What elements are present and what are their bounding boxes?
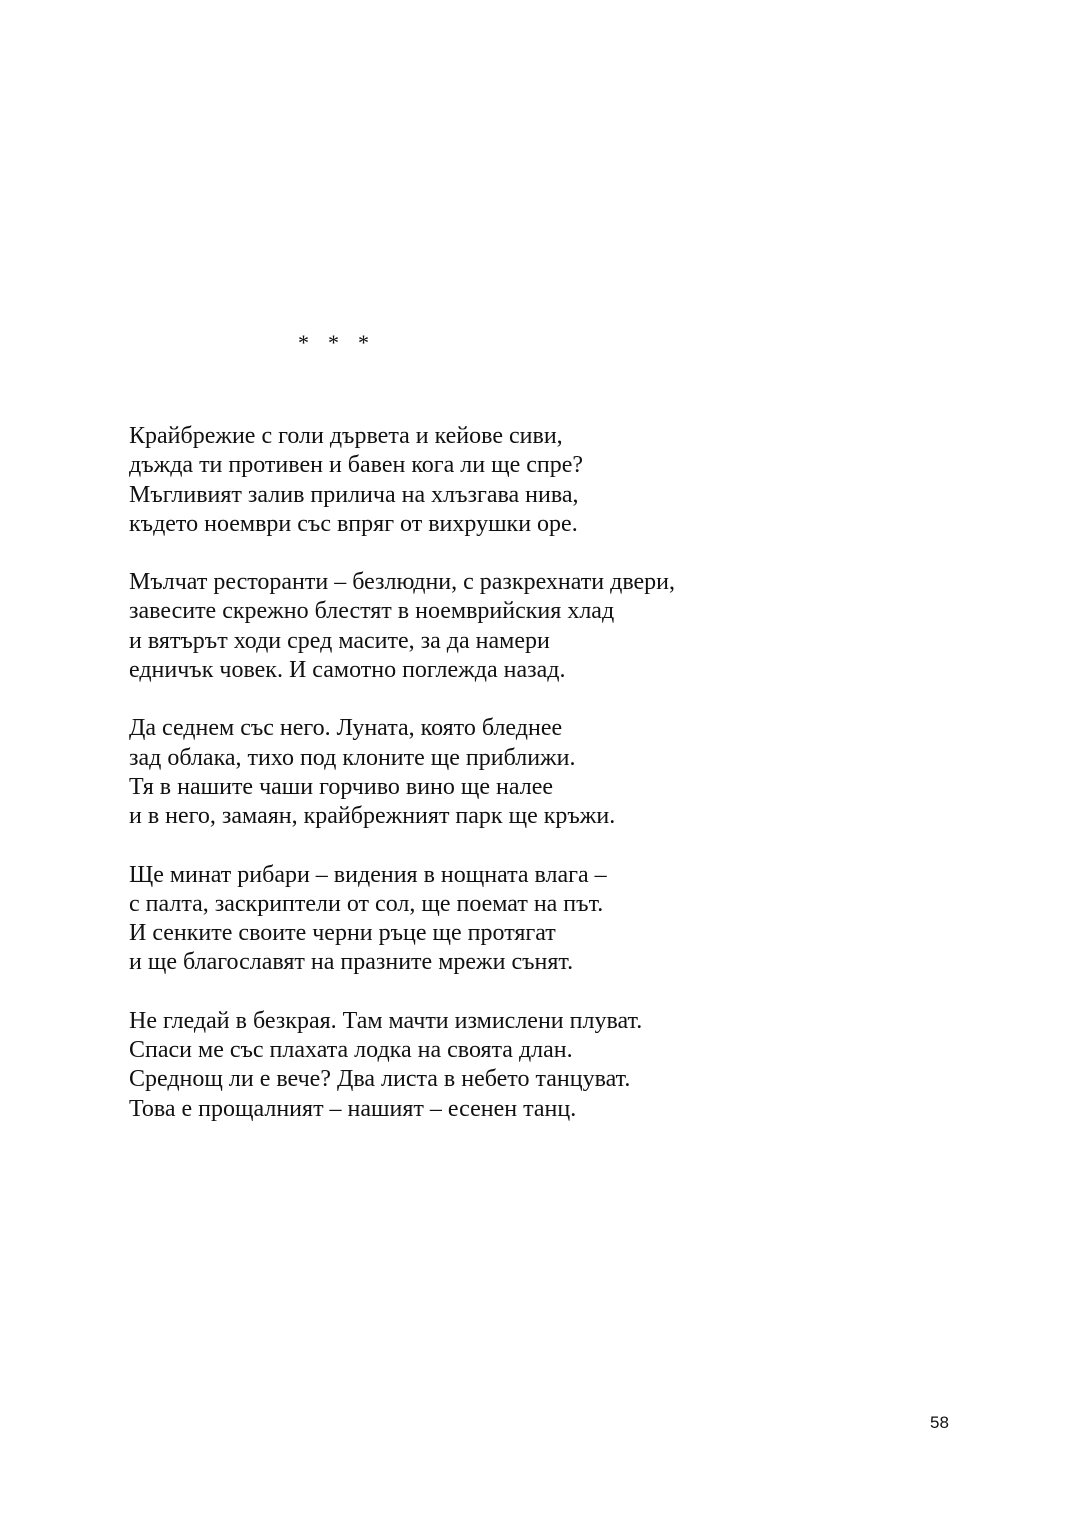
poem [129,422,829,1153]
poem-line: Ще минат рибари – видения в нощната влага – [129,861,607,888]
poem-line: Не гледай в безкрая. Там мачти измислени плуват. [129,1007,643,1034]
page-number: 58 [930,1413,949,1432]
poem-line: И сенките своите черни ръце ще протягат [129,920,556,947]
poem-line: Тя в нашите чаши горчиво вино ще налее [129,773,553,800]
stanza-4 [129,861,829,978]
section-ornament: * * * [298,330,369,355]
poem-line: Мълчат ресторанти – безлюдни, с разкрехнати двери, [129,569,676,596]
stanza-1 [129,422,829,539]
poem-line: едничък човек. И самотно поглежда назад. [129,657,566,684]
poem-line: Да седнем със него. Луната, която бледнее [129,715,563,742]
poem-line: Мъгливият залив прилича на хлъзгава нива, [129,481,579,508]
poem-line: дъжда ти противен и бавен кога ли ще спре? [129,452,584,479]
stanza-2 [129,568,829,685]
poem-line: Това е прощалният – нашият – есенен танц. [129,1095,577,1122]
poem-line: и вятърът ходи сред масите, за да намери [129,627,550,654]
poem-line: и ще благославят на празните мрежи сънят. [129,949,574,976]
poem-line: завесите скрежно блестят в ноемврийския хлад [129,598,615,625]
poem-line: Крайбрежие с голи дървета и кейове сиви, [129,423,563,449]
poem-line: където ноември със впряг от вихрушки оре. [129,510,578,537]
poem-line: и в него, замаян, крайбрежният парк ще кръжи. [129,803,616,830]
poem-line: с палта, заскриптели от сол, ще поемат на път. [129,890,604,917]
stanza-3 [129,714,829,831]
poem-line: Спаси ме със плахата лодка на своята длан. [129,1037,573,1064]
poem-line: зад облака, тихо под клоните ще приближи. [129,744,576,771]
poem-line: Среднощ ли е вече? Два листа в небето танцуват. [129,1066,631,1093]
stanza-5 [129,1007,829,1124]
